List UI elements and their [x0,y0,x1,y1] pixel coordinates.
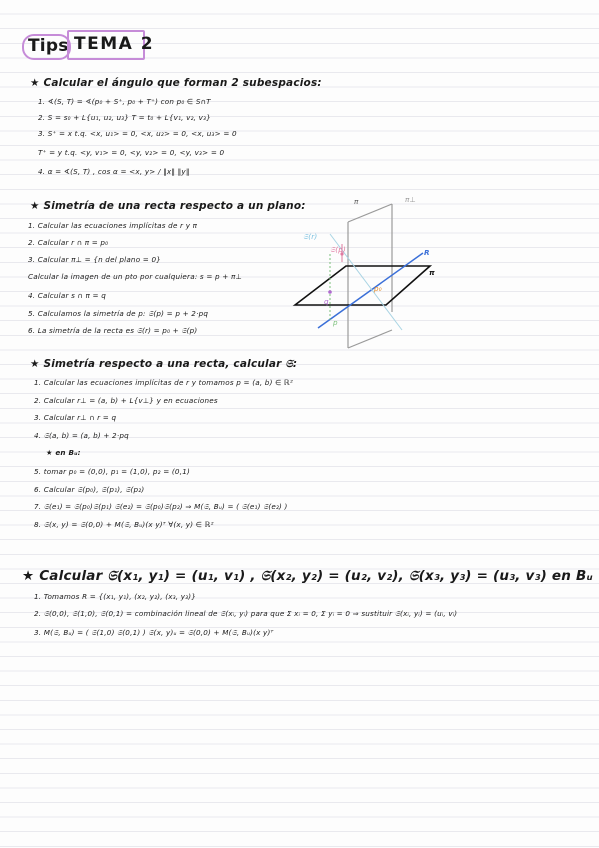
section2-heading: ★ Simetría de una recta respecto a un plano: [30,200,306,212]
section3-item: 2. Calcular r⊥ = (a, b) + L{v⊥} y en ecuaciones [34,396,218,405]
section3-subheading: ★ en Bᵤ: [46,448,81,457]
perp-plane-bottom-edge [348,330,392,348]
plane-pi [295,266,430,305]
section4-item: 3. M(𝔖, Bᵤ) = ( 𝔖(1,0) 𝔖(0,1) ) 𝔖(x, y)ᵤ = 𝔖(0,0) + M(𝔖, Bᵤ)(x y)ᵀ [34,628,274,637]
perp-plane-top-edge [348,204,392,222]
label-p0: p₀ [374,284,382,293]
section2-item: Calcular la imagen de un pto por cualquiera: s = p + π⊥ [28,272,242,281]
section3-item: 3. Calcular r⊥ ∩ r = q [34,413,117,422]
section3-item: 6. Calcular 𝔖(p₀), 𝔖(p₁), 𝔖(p₂) [34,485,145,494]
section1-item: 3. S⁺ = x t.q. <x, u₁> = 0, <x, u₂> = 0, <x, u₃> = 0 [38,129,237,138]
section1-item: 4. α = ∢(S, T) , cos α = <x, y> / ‖x‖ ‖y‖ [38,167,190,176]
section3-item: 7. 𝔖(e₁) = 𝔖(p₀)𝔖(p₁) 𝔖(e₂) = 𝔖(p₀)𝔖(p₂) ⇒ M(𝔖, Bᵤ) = ( 𝔖(e₁) 𝔖(e₂) ) [34,502,288,511]
section4-item: 1. Tomamos R = {(x₁, y₁), (x₂, y₂), (x₃, y₃)} [34,592,197,601]
section4-heading: ★ Calcular 𝔖(x₁, y₁) = (u₁, v₁) , 𝔖(x₂, y₂) = (u₂, v₂), 𝔖(x₃, y₃) = (u₃, v₃) en Bᵤ [22,568,593,584]
section4-item: 2. 𝔖(0,0), 𝔖(1,0), 𝔖(0,1) = combinación lineal de 𝔖(xᵢ, yᵢ) para que Σ xᵢ = 0, Σ yᵢ = 0 ⇒ sustituir 𝔖(xᵢ, yᵢ) = (uᵢ, vᵢ) [34,609,458,618]
section2-item: 3. Calcular π⊥ = {n del plano = 0} [28,255,162,264]
section2-item: 4. Calcular s ∩ π = q [28,291,106,300]
section1-item: 1. ∢(S, T) = ∢(p₀ + S⁺, p₀ + T⁺) con p₀ ∈ S∩T [38,97,211,106]
section3-item: 5. tomar p₀ = (0,0), p₁ = (1,0), p₂ = (0,1) [34,467,190,476]
label-pi: π [429,268,435,277]
section1-item: 2. S = s₀ + L{u₁, u₂, u₃} T = t₀ + L{v₁, v₂, v₃} [38,113,211,122]
label-sp: 𝔖(p) [330,245,347,254]
point-q [328,290,332,294]
line-r [318,253,423,328]
section2-item: 6. La simetría de la recta es 𝔖(r) = p₀ + 𝔖(p) [28,326,198,335]
label-sr: 𝔖(r) [303,232,318,241]
label-q: q [324,297,329,306]
section2-item: 1. Calcular las ecuaciones implícitas de r y π [28,221,198,230]
section3-item: 4. 𝔖(a, b) = (a, b) + 2·pq [34,431,129,440]
section1-heading: ★ Calcular el ángulo que forman 2 subespacios: [30,77,322,89]
section3-item: 8. 𝔖(x, y) = 𝔖(0,0) + M(𝔖, Bᵤ)(x y)ᵀ ∀(x, y) ∈ ℝ² [34,520,214,529]
section3-item: 1. Calcular las ecuaciones implícitas de r y tomamos p = (a, b) ∈ ℝ² [34,378,293,387]
section2-item: 5. Calculamos la simetría de p: 𝔖(p) = p + 2·pq [28,309,209,318]
label-p: p [333,318,338,327]
tema-title: TEMA 2 [74,34,155,54]
section2-item: 2. Calcular r ∩ π = p₀ [28,238,109,247]
label-pi-perp: π⊥ [405,195,416,204]
label-r: R [424,248,430,257]
label-pi-top: π [354,197,359,206]
section3-heading: ★ Simetría respecto a una recta, calcular 𝔖: [30,358,298,370]
tips-title: Tips [28,36,69,56]
section1-item: T⁺ = y t.q. <y, v₁> = 0, <y, v₂> = 0, <y, v₃> = 0 [38,148,225,157]
